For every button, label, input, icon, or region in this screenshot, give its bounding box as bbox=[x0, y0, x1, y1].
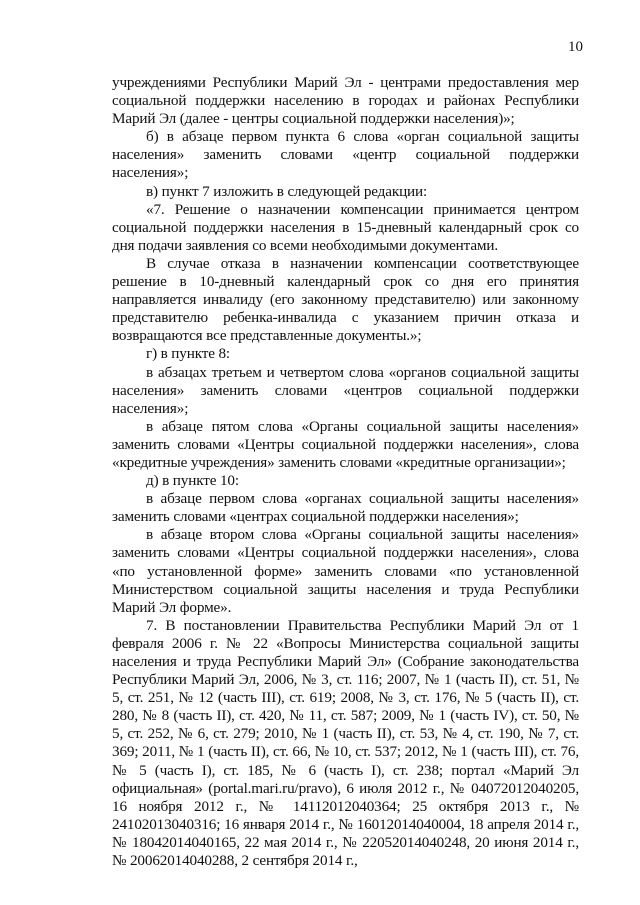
paragraph-abzac-3-4: в абзацах третьем и четвертом слова «органов социальной защиты населения» заменить словами «центров социальной поддержки населения»; bbox=[112, 363, 579, 417]
document-body bbox=[112, 74, 579, 870]
paragraph-item-d: д) в пункте 10: bbox=[146, 472, 239, 490]
page-number: 10 bbox=[568, 39, 583, 55]
paragraph-continuation: учреждениями Республики Марий Эл - центрами предоставления мер социальной поддержки населению в городах и районах Республики Марий Эл (далее - центры социальной поддержки населения)»; bbox=[112, 74, 579, 128]
paragraph-item-g: г) в пункте 8: bbox=[146, 345, 230, 363]
paragraph-abzac-1: в абзаце первом слова «органах социальной защиты населения» заменить словами «центрах социальной поддержки населения»; bbox=[112, 490, 579, 526]
paragraph-abzac-5: в абзаце пятом слова «Органы социальной защиты населения» заменить словами «Центры социальной поддержки населения», слова «кредитные учреждения» заменить словами «кредитные организации»; bbox=[112, 417, 579, 471]
paragraph-abzac-2: в абзаце втором слова «Органы социальной защиты населения» заменить словами «Центры социальной поддержки населения», слова «по установленной форме» заменить словами «по установленной Министерством социальной защиты населения и труда Республики Марий Эл форме». bbox=[112, 526, 579, 616]
paragraph-item-b: б) в абзаце первом пункта 6 слова «орган социальной защиты населения» заменить словами «центр социальной поддержки населения»; bbox=[112, 128, 579, 182]
paragraph-refusal-case: В случае отказа в назначении компенсации соответствующее решение в 10-дневный календарный срок со дня его принятия направляется инвалиду (его законному представителю) или законному представителю ребенка-инвалида с указанием причин отказа и возвращаются все представленные документы.»; bbox=[112, 254, 579, 345]
paragraph-point-7-resolution: 7. В постановлении Правительства Республики Марий Эл от 1 февраля 2006 г. № 22 «Вопросы Министерства социальной защиты населения и труда Республики Марий Эл» (Собрание законодательства Республики Марий Эл, 2006, № 3, ст. 116; 2007, № 1 (часть II), ст. 51, № 5, ст. 251, № 12 (часть III), ст. 619; 2008, № 3, ст. 176, № 5 (часть II), ст. 280, № 8 (часть II), ст. 420, № 11, ст. 587; 2009, № 1 (часть IV), ст. 50, № 5, ст. 252, № 6, ст. 279; 2010, № 1 (часть II), ст. 53, № 4, ст. 190, № 7, ст. 369; 2011, № 1 (часть II), ст. 66, № 10, ст. 537; 2012, № 1 (часть III), ст. 76, № 5 (часть I), ст. 185, № 6 (часть I), ст. 238; портал «Марий Эл официальная» (portal.mari.ru/pravo), 6 июля 2012 г., № 04072012040205, 16 ноября 2012 г., № 14112012040364; 25 октября 2013 г., № 24102013040316; 16 января 2014 г., № 16012014040004, 18 апреля 2014 г., № 18042014040165, 22 мая 2014 г., № 22052014040248, 20 июня 2014 г., № 20062014040288, 2 сентября 2014 г., bbox=[112, 616, 579, 870]
paragraph-item-v: в) пункт 7 изложить в следующей редакции: bbox=[146, 182, 428, 200]
paragraph-quote-point-7: «7. Решение о назначении компенсации принимается центром социальной поддержки населения в 15-дневный календарный срок со дня подачи заявления со всеми необходимыми документами. bbox=[112, 200, 579, 254]
